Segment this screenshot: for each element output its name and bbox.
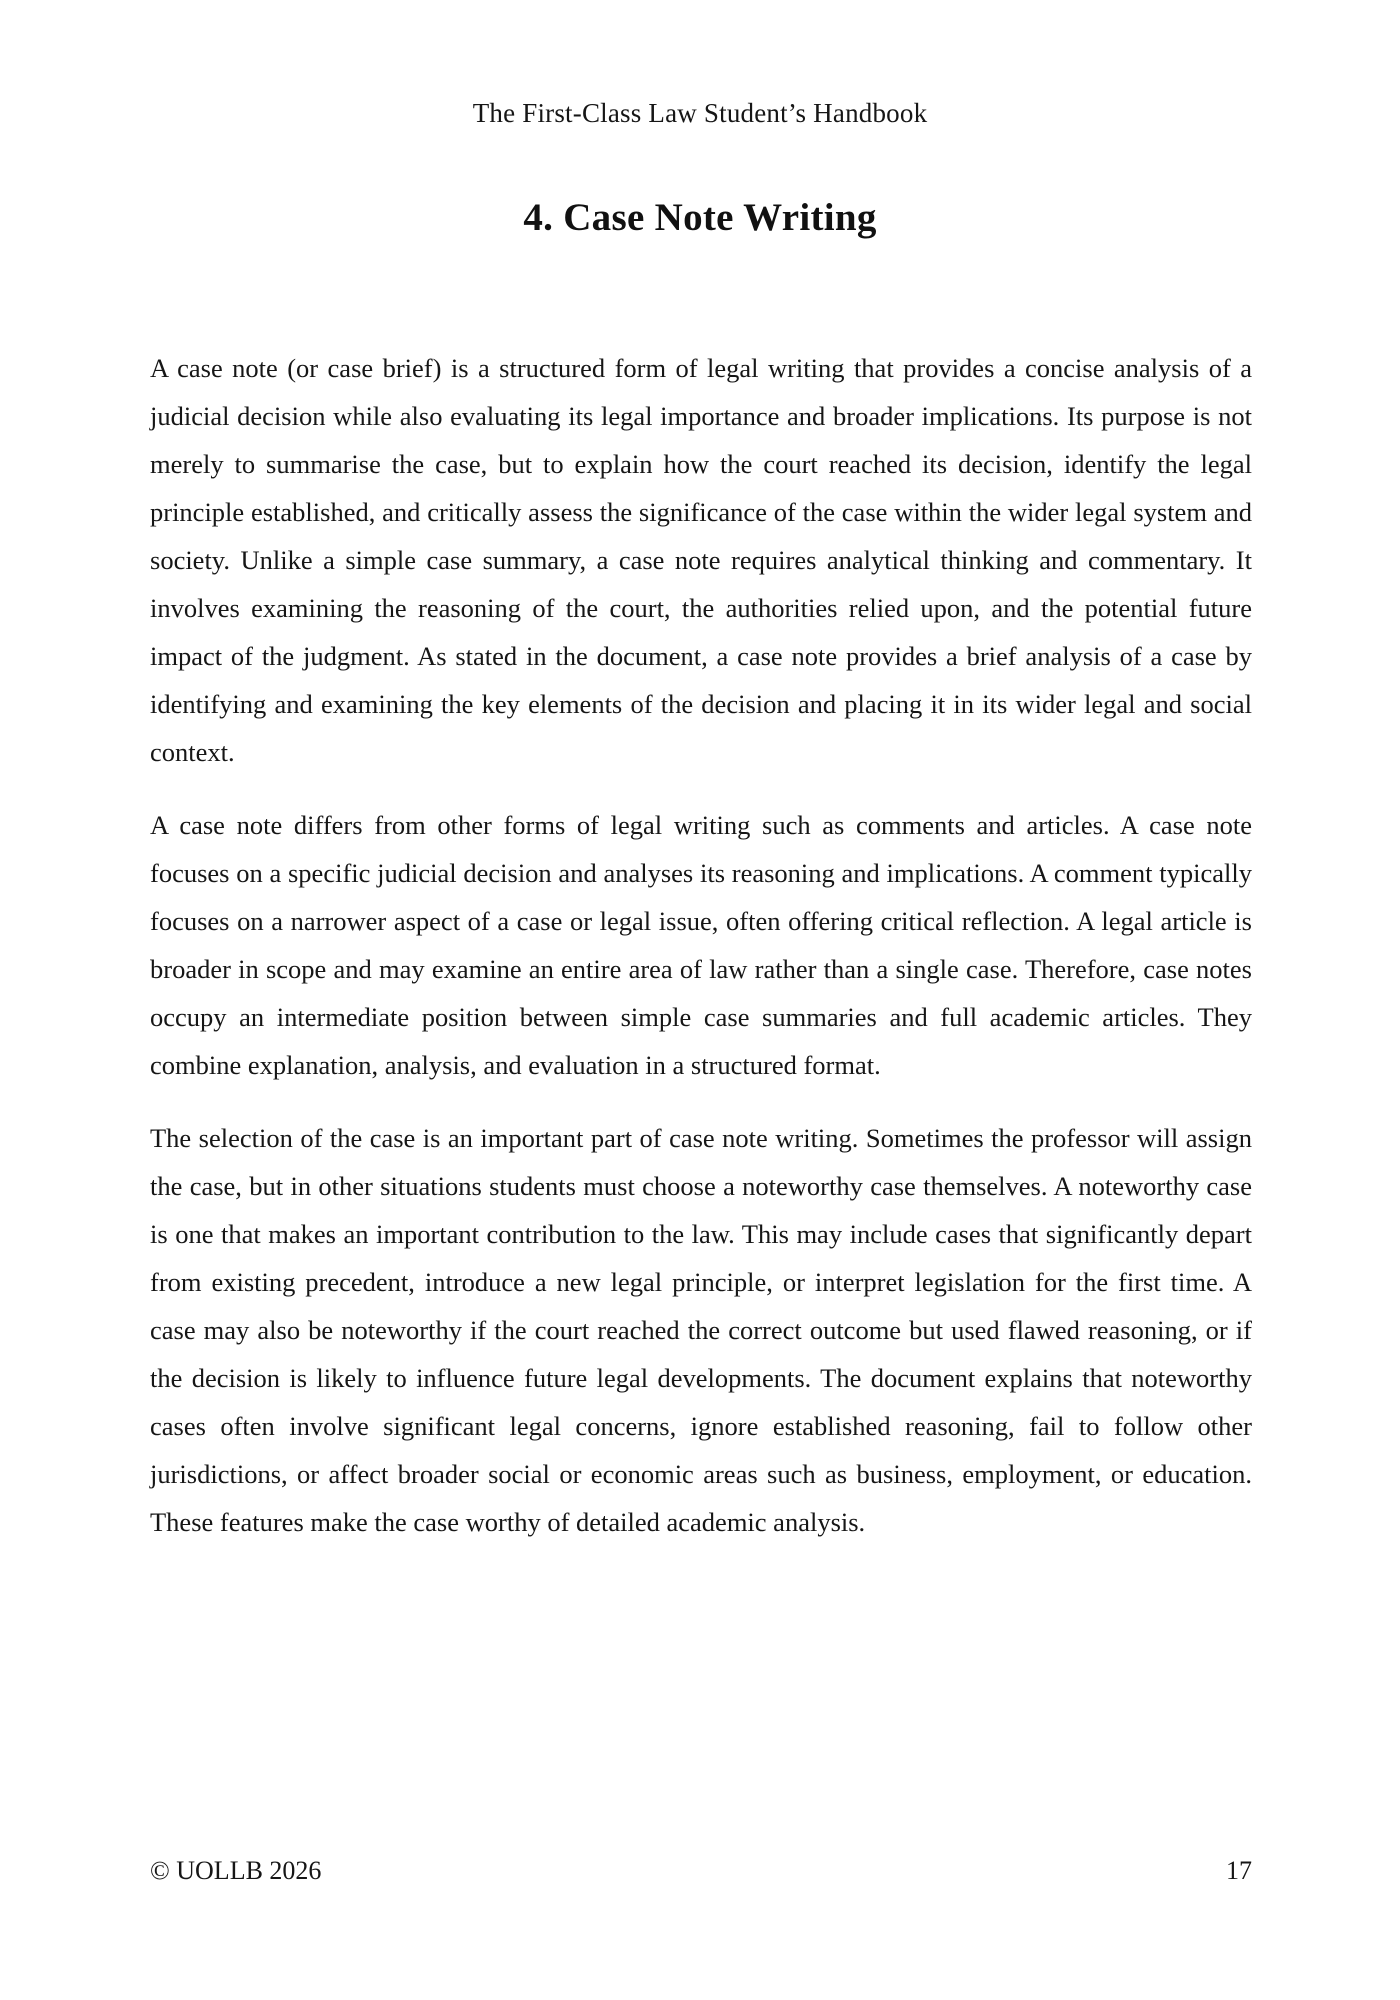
running-header: The First-Class Law Student’s Handbook [472, 98, 928, 128]
page-footer [150, 1856, 1252, 1886]
body-text [150, 344, 1252, 1546]
paragraph-2: A case note differs from other forms of legal writing such as comments and articles. A case note focuses on a specific judicial decision and analyses its reasoning and implications. A comment typically focuses on a narrower aspect of a case or legal issue, often offering critical reflection. A legal article is broader in scope and may examine an entire area of law rather than a single case. Therefore, case notes occupy an intermediate position between simple case summaries and full academic articles. They combine explanation, analysis, and evaluation in a structured format. [150, 810, 1252, 1080]
chapter-title: 4. Case Note Writing [523, 196, 877, 239]
paragraph-3: The selection of the case is an important part of case note writing. Sometimes the professor will assign the case, but in other situations students must choose a noteworthy case themselves. A noteworthy case is one that makes an important contribution to the law. This may include cases that significantly depart from existing precedent, introduce a new legal principle, or interpret legislation for the first time. A case may also be noteworthy if the court reached the correct outcome but used flawed reasoning, or if the decision is likely to influence future legal developments. The document explains that noteworthy cases often involve significant legal concerns, ignore established reasoning, fail to follow other jurisdictions, or affect broader social or economic areas such as business, employment, or education. These features make the case worthy of detailed academic analysis. [150, 1123, 1252, 1537]
paragraph-1: A case note (or case brief) is a structured form of legal writing that provides a concise analysis of a judicial decision while also evaluating its legal importance and broader implications. Its purpose is not merely to summarise the case, but to explain how the court reached its decision, identify the legal principle established, and critically assess the significance of the case within the wider legal system and society. Unlike a simple case summary, a case note requires analytical thinking and commentary. It involves examining the reasoning of the court, the authorities relied upon, and the potential future impact of the judgment. As stated in the document, a case note provides a brief analysis of a case by identifying and examining the key elements of the decision and placing it in its wider legal and social context. [150, 353, 1252, 767]
page-number: 17 [1226, 1856, 1252, 1885]
copyright-notice: © UOLLB 2026 [150, 1856, 322, 1885]
